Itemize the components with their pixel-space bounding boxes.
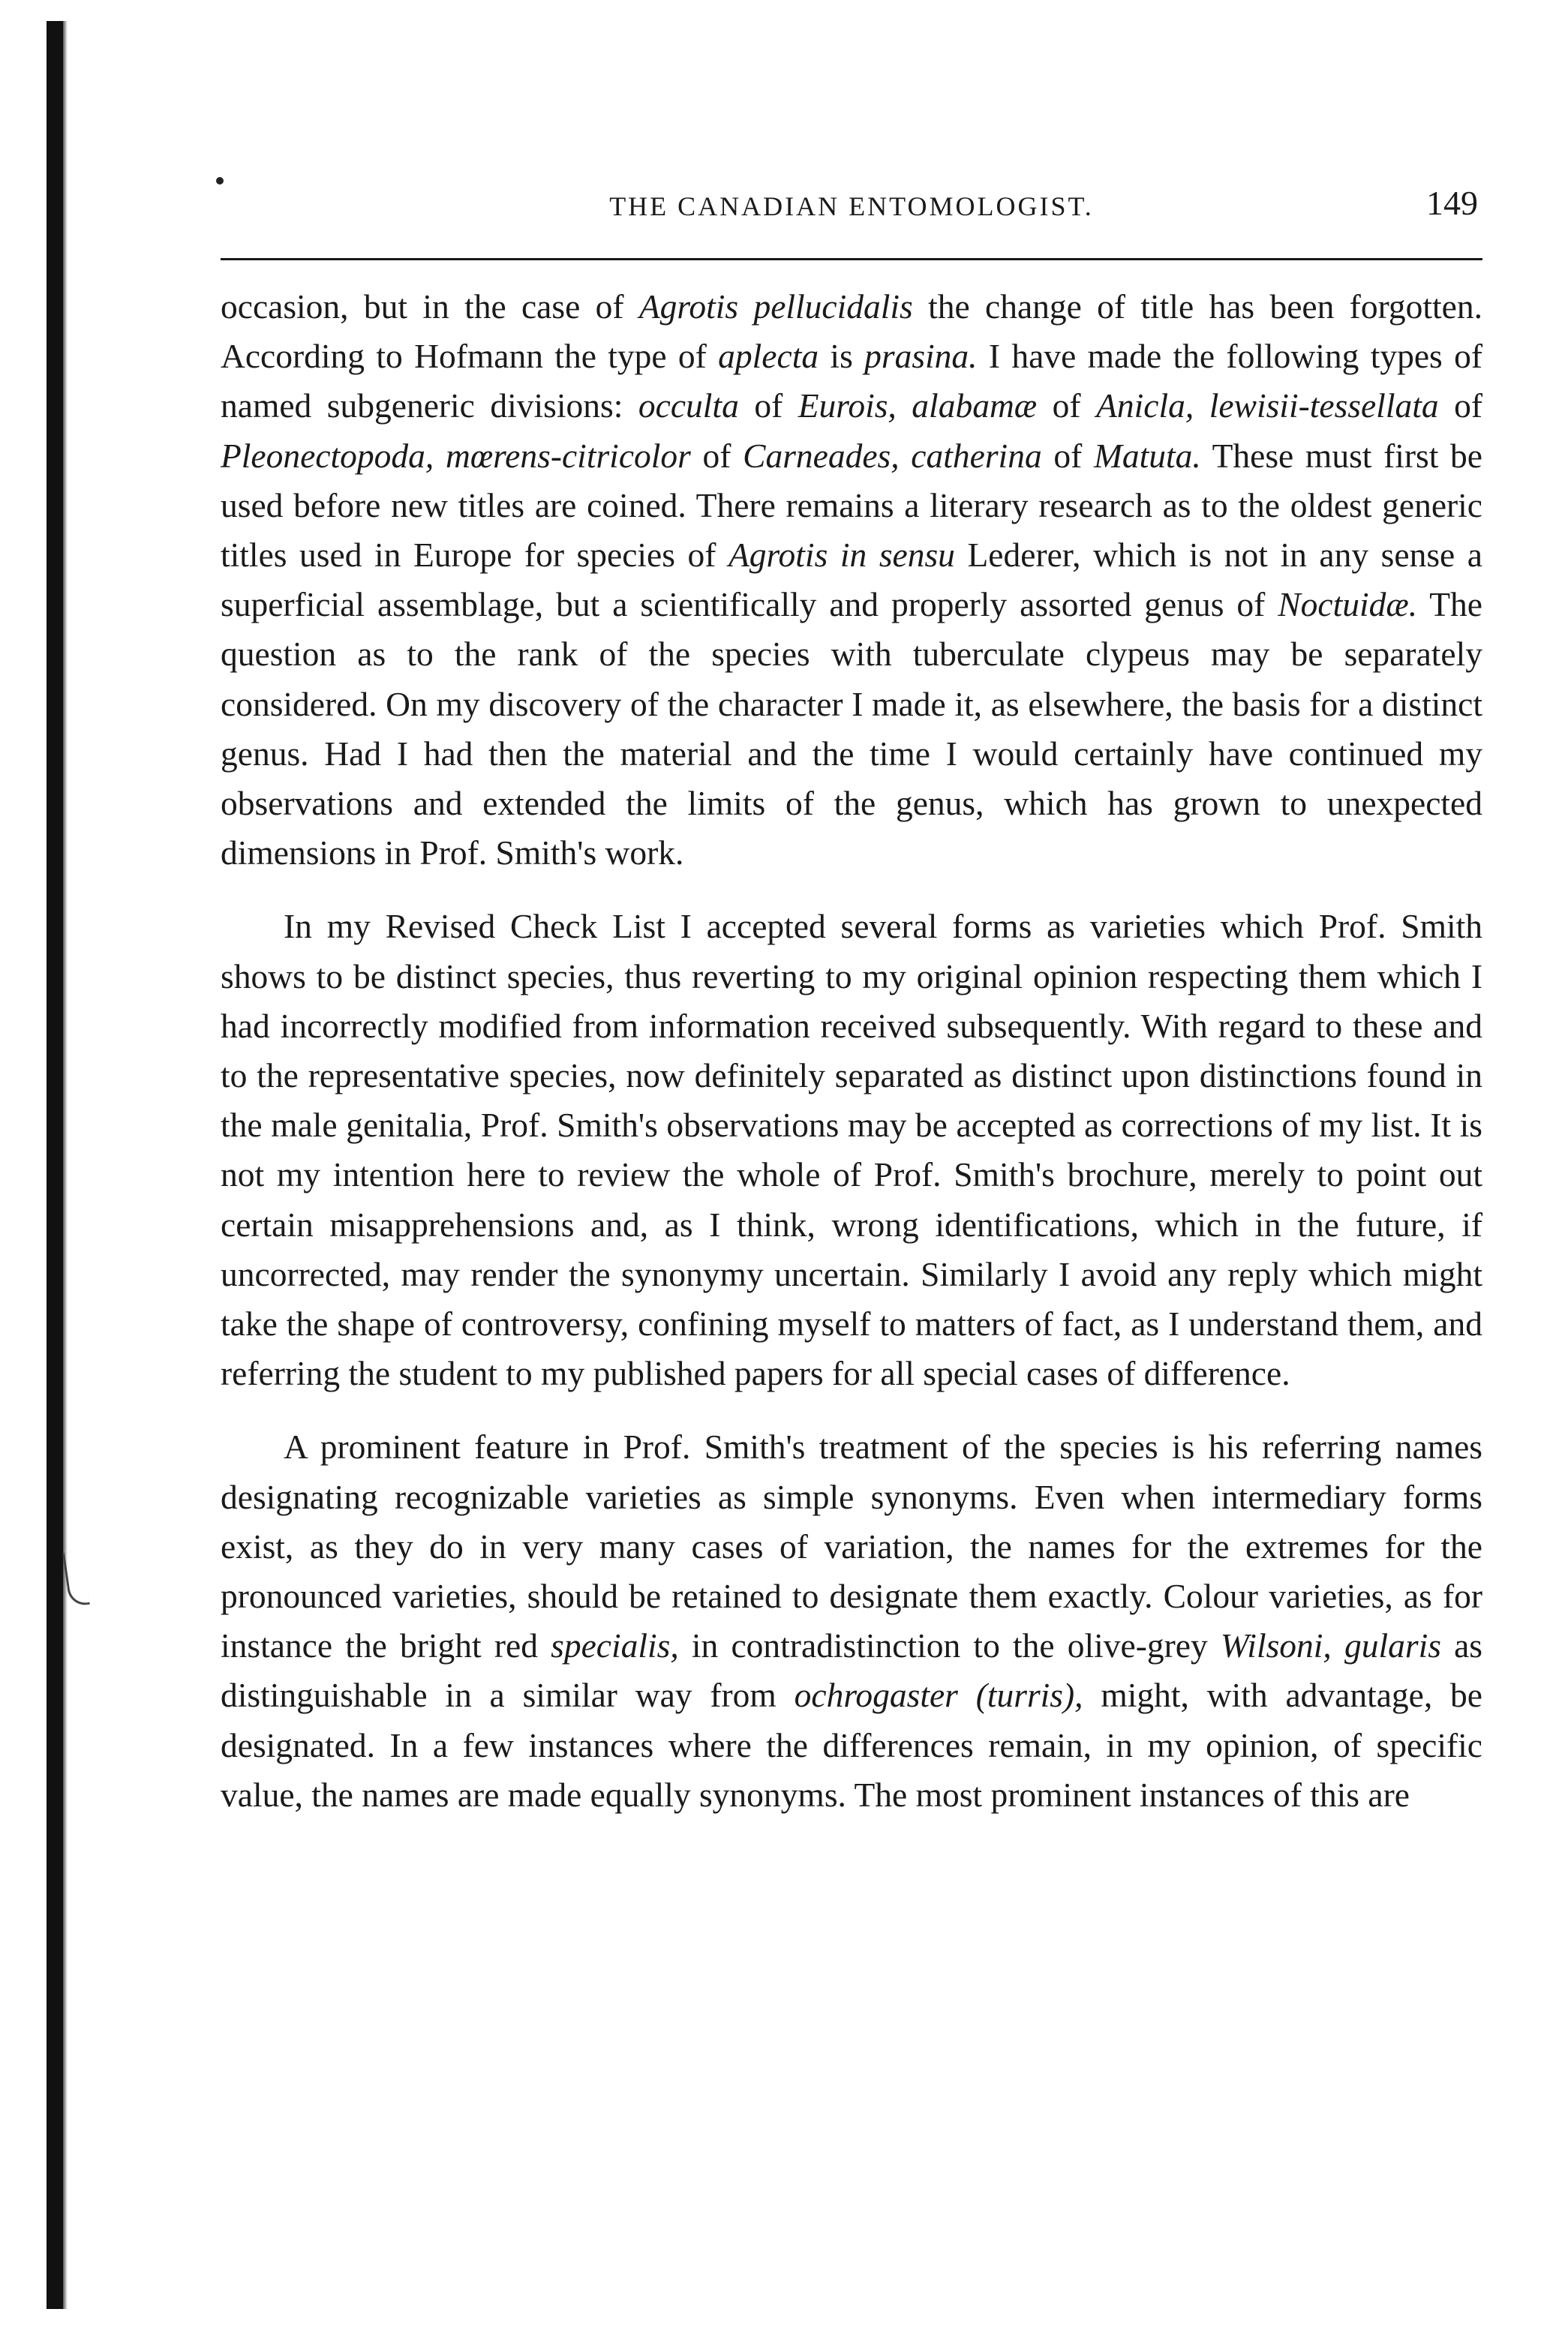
text-run: in contradistinction to the olive-grey <box>678 1626 1221 1665</box>
running-header <box>221 180 1482 237</box>
text-run: is <box>819 337 865 376</box>
italic-text-run: Noctuidæ. <box>1278 585 1418 624</box>
text-run: of <box>738 386 798 425</box>
text-run: I have made the following types of named subgeneric divisions: <box>221 337 1482 425</box>
italic-text-run: Eurois, alabamæ <box>798 386 1038 425</box>
text-run: In my Revised Check List I accepted several forms as varieties which Prof. Smith shows to be distinct species, thus reverting to my original opinion respecting them which I had incorrectly modified from information received subsequently. With regard to these and to the representative species, now definitely separated as distinct upon distinctions found in the male genitalia, Prof. Smith's observations may be accepted as corrections of my list. It is not my intention here to review the whole of Prof. Smith's brochure, merely to point out certain misapprehensions and, as I think, wrong identifications, which in the future, if uncorrected, may render the synonymy uncertain. Similarly I avoid any reply which might take the shape of controversy, confining myself to matters of fact, as I understand them, and referring the student to my published papers for all special cases of difference. <box>221 907 1482 1393</box>
book-page <box>221 180 1483 1814</box>
italic-text-run: ochrogaster (turris), <box>794 1676 1083 1715</box>
italic-text-run: specialis, <box>551 1626 679 1665</box>
italic-text-run: Pleonectopoda, mœrens-citricolor <box>221 436 691 475</box>
page-number: 149 <box>1426 184 1478 222</box>
text-run: might, with advantage, be designated. In a few instances where the differences remain, in my opinion, of specific value, the names are made equally synonyms. The most prominent instances of this are <box>221 1676 1483 1814</box>
page-binding-edge <box>47 21 63 2309</box>
text-run: occasion, but in the case of <box>221 287 639 326</box>
paragraph <box>221 902 1482 1398</box>
text-run: of <box>690 436 743 475</box>
header-rule <box>221 258 1482 260</box>
text-run: of <box>1037 386 1097 425</box>
text-run: of <box>1041 436 1094 475</box>
paragraph <box>221 282 1482 878</box>
italic-text-run: Agrotis pellucidalis <box>638 287 913 326</box>
italic-text-run: prasina. <box>864 337 978 376</box>
text-run: the change of title has been forgotten. According to Hofmann the type of <box>221 287 1482 376</box>
text-run: These must first be used before new titles are coined. There remains a literary research as to the oldest generic titles used in Europe for species of <box>221 436 1482 575</box>
italic-text-run: Matuta. <box>1093 436 1201 475</box>
paragraph <box>221 1422 1482 1820</box>
italic-text-run: Agrotis in sensu <box>728 536 955 575</box>
text-run: Lederer, which is not in any sense a superficial assemblage, but a scientifically and properly assorted genus of <box>221 536 1482 624</box>
body-text <box>221 282 1482 1820</box>
binding-shadow <box>63 21 68 2309</box>
italic-text-run: occulta <box>638 386 739 425</box>
italic-text-run: aplecta <box>718 337 819 376</box>
text-run: The question as to the rank of the species with tuberculate clypeus may be separately considered. On my discovery of the character I made it, as elsewhere, the basis for a distinct genus. Had I had then the material and the time I would certainly have continued my observations and extended the limits of the genus, which has grown to unexpected dimensions in Prof. Smith's work. <box>221 585 1482 872</box>
text-run: as distinguishable in a similar way from <box>221 1626 1482 1715</box>
italic-text-run: Carneades, catherina <box>743 436 1042 475</box>
running-title: THE CANADIAN ENTOMOLOGIST. <box>609 191 1094 221</box>
text-run: of <box>1438 386 1483 425</box>
italic-text-run: Wilsoni, gularis <box>1220 1626 1441 1665</box>
text-run: A prominent feature in Prof. Smith's treatment of the species is his referring names designating recognizable varieties as simple synonyms. Even when intermediary forms exist, as they do in very many cases of variation, the names for the extremes for the pronounced varieties, should be retained to designate them exactly. Colour varieties, as for instance the bright red <box>221 1428 1482 1665</box>
italic-text-run: Anicla, lewisii-tessellata <box>1096 386 1439 425</box>
